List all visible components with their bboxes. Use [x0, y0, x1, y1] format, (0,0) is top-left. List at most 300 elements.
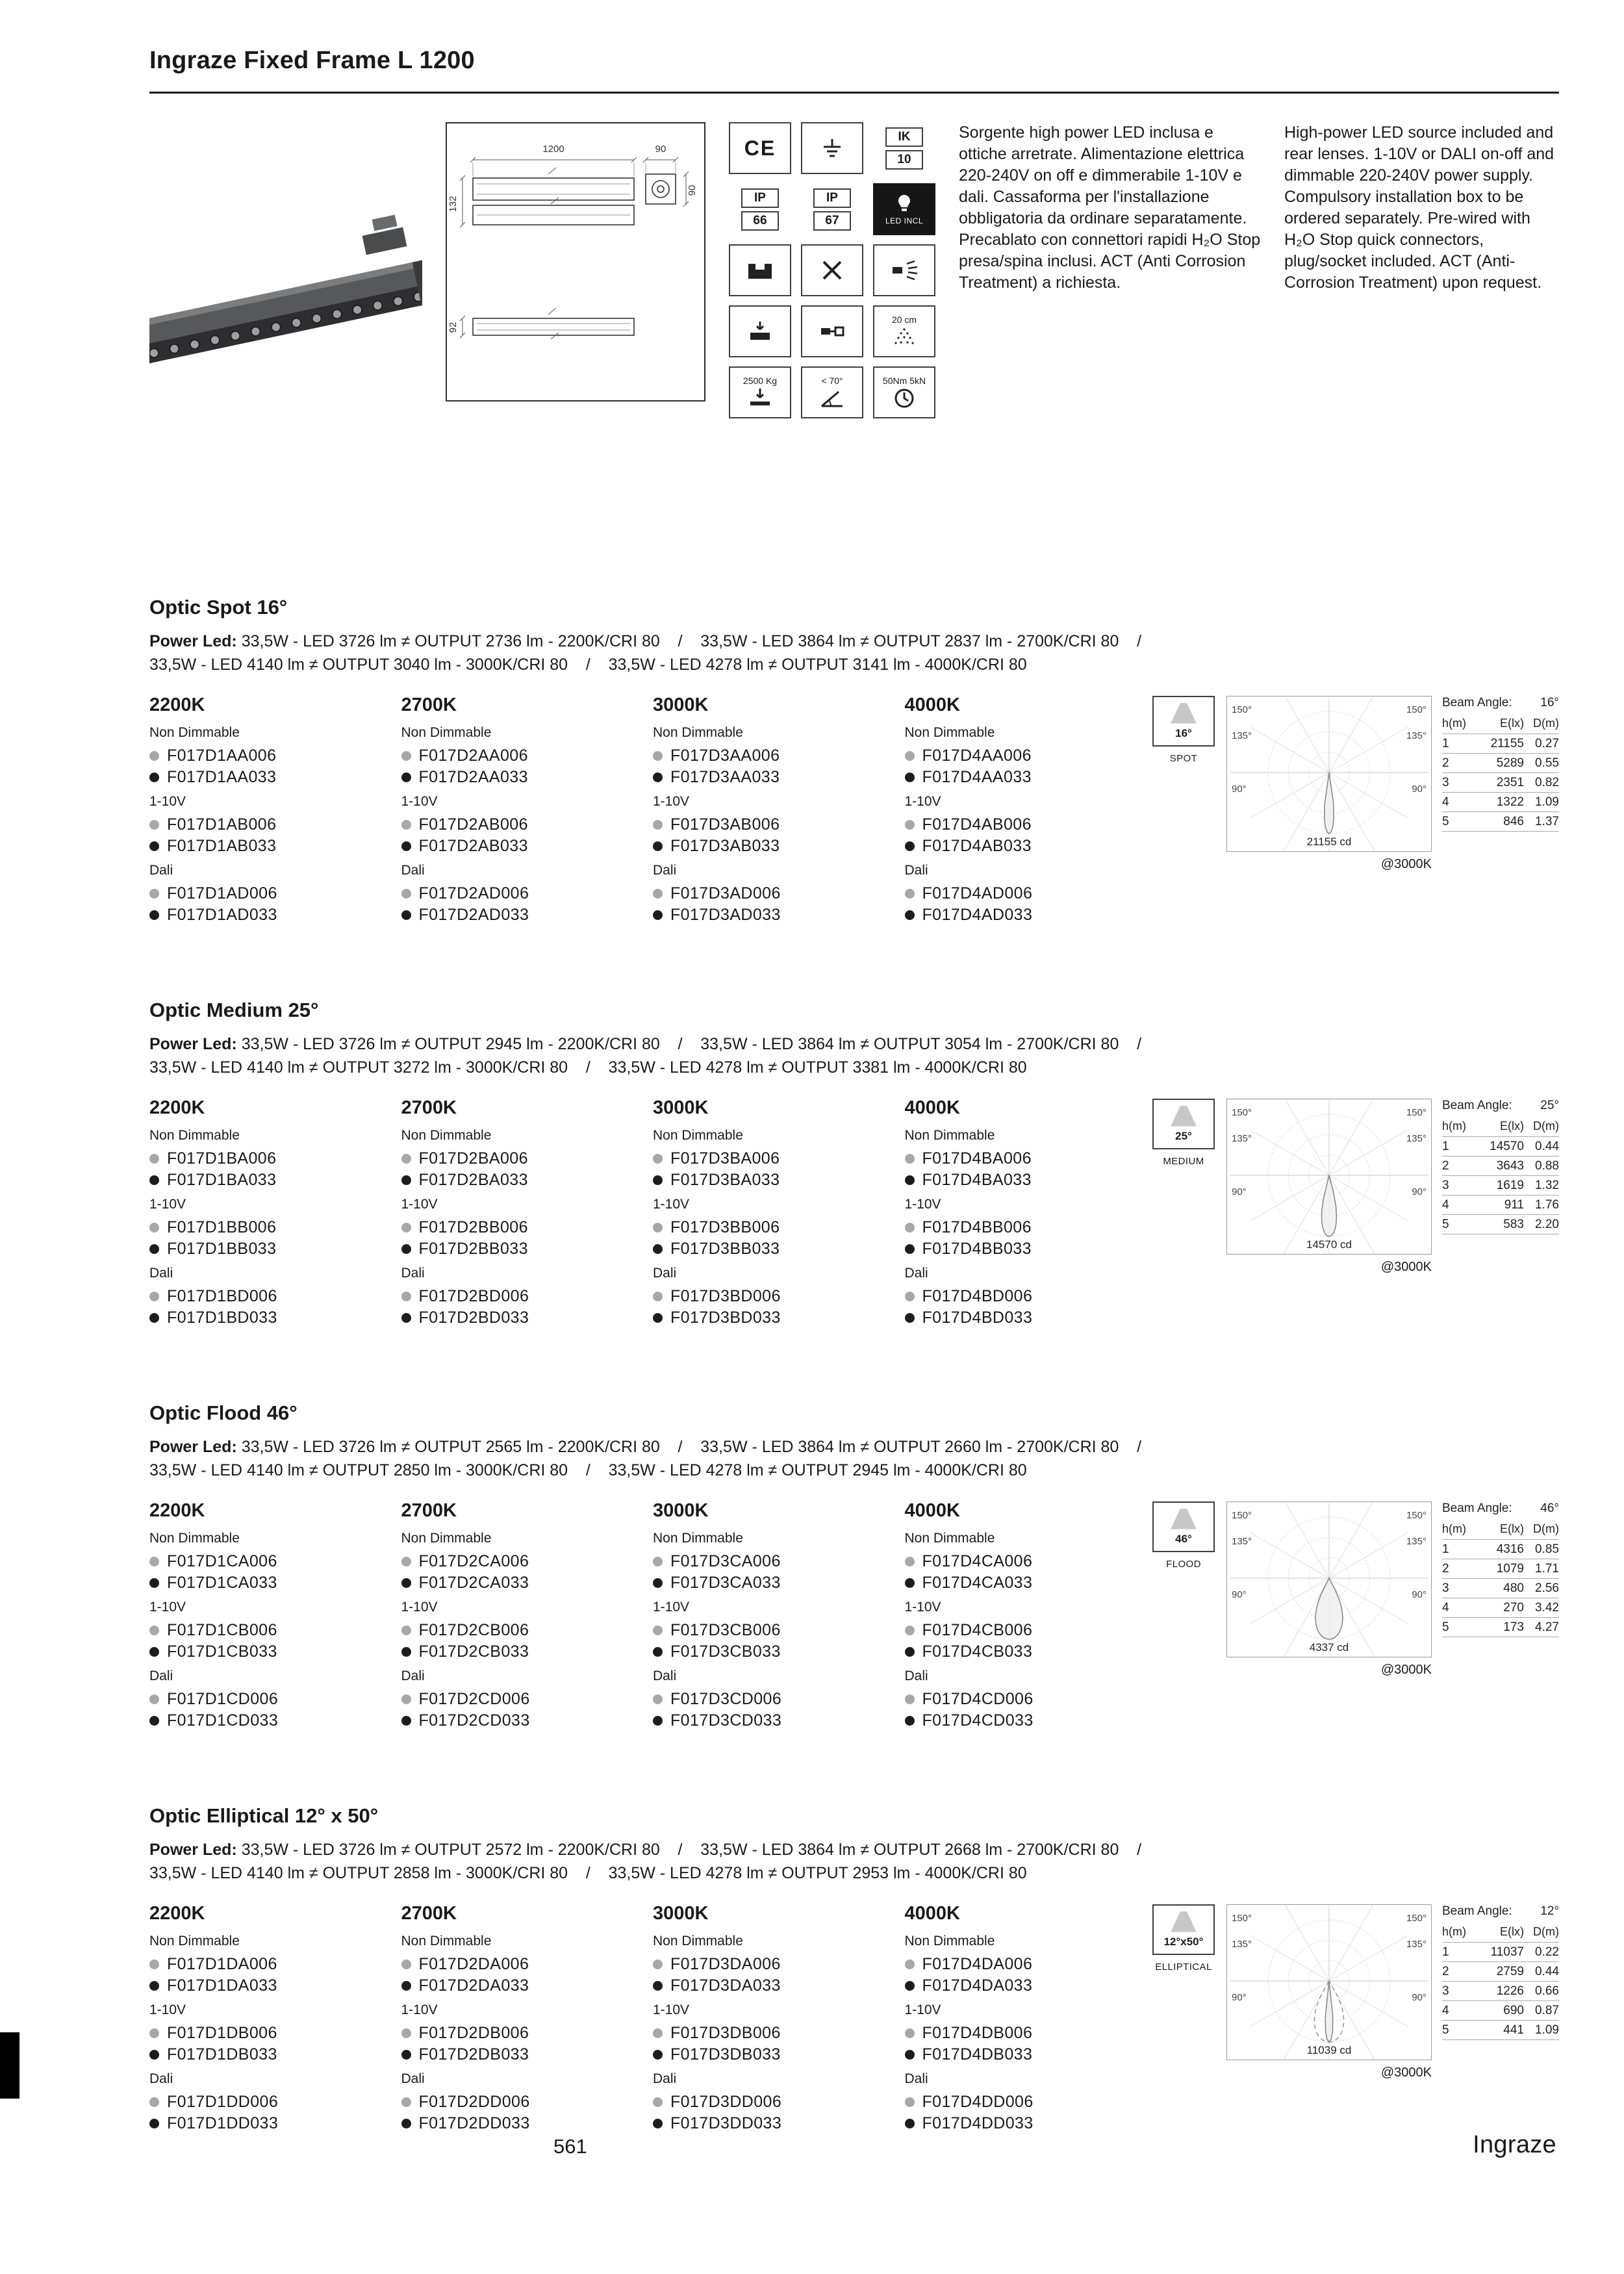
table-cell: 1.09 [1535, 795, 1559, 809]
led-included-icon [873, 183, 935, 235]
group-codes [401, 745, 641, 788]
temp-column [905, 1903, 1144, 2134]
product-code-row [149, 1975, 388, 1997]
product-code: F017D4CB006 [922, 1621, 1033, 1639]
finish-dot-icon [905, 2050, 915, 2060]
finish-dot-icon [401, 1154, 411, 1164]
product-code-row [905, 2023, 1144, 2044]
table-cell: 3 [1442, 776, 1449, 789]
product-code-row [905, 1954, 1144, 1975]
product-code: F017D4BD006 [922, 1287, 1033, 1305]
power-led-values-line1: 33,5W - LED 3726 lm ≠ OUTPUT 2565 lm - 2200K/CRI 80 / 33,5W - LED 3864 lm ≠ OUTPUT 2660 lm - 2700K/CRI 80 / [241, 1438, 1142, 1456]
group-codes [401, 1689, 641, 1731]
column-temp: 4000K [904, 1500, 960, 1521]
finish-dot-icon [653, 773, 663, 782]
group-codes [653, 1954, 892, 1997]
finish-dot-icon [149, 889, 159, 899]
column-groups [149, 1531, 388, 1731]
product-columns [149, 695, 1143, 926]
table-cell: 441 [1503, 2023, 1524, 2037]
product-code: F017D2AD033 [418, 906, 529, 924]
column-temp: 3000K [653, 695, 709, 715]
table-cell: 21155 [1490, 737, 1524, 750]
beam-angle-value: 16° [1540, 696, 1559, 709]
finish-dot-icon [653, 1694, 663, 1704]
candela-value: 11039 cd [1306, 2044, 1352, 2056]
group-codes [905, 814, 1144, 857]
driver-group [401, 1600, 641, 1663]
group-codes [653, 1148, 892, 1191]
product-code: F017D1DD033 [167, 2114, 279, 2132]
column-temp: 2200K [149, 695, 205, 715]
product-code: F017D3BD006 [670, 1287, 781, 1305]
polar-angle-label: 135° [1406, 1133, 1427, 1144]
certification-icons [729, 122, 935, 528]
finish-dot-icon [905, 1694, 915, 1704]
product-code: F017D2BA033 [418, 1171, 528, 1189]
page-title: Ingraze Fixed Frame L 1200 [149, 47, 475, 74]
product-code-row [401, 2113, 641, 2134]
finish-dot-icon [149, 2097, 159, 2107]
product-code: F017D4AD006 [922, 884, 1033, 902]
finish-dot-icon [905, 2119, 915, 2128]
table-cell: 1 [1442, 737, 1449, 750]
driver-label: 1-10V [653, 1197, 690, 1212]
product-code: F017D1AA006 [167, 747, 277, 765]
product-code-row [401, 1551, 641, 1572]
candela-value: 4337 cd [1309, 1641, 1349, 1654]
finish-dot-icon [401, 1313, 411, 1323]
optic-badge-wrap [1150, 696, 1217, 764]
group-codes [905, 1689, 1144, 1731]
product-code: F017D2DA006 [418, 1955, 529, 1973]
table-cell: 1.32 [1535, 1179, 1559, 1192]
finish-dot-icon [653, 1292, 663, 1301]
finish-dot-icon [149, 1292, 159, 1301]
product-code: F017D1AB033 [167, 837, 277, 855]
driver-label: Non Dimmable [653, 1934, 743, 1948]
polar-angle-label: 90° [1232, 784, 1247, 795]
finish-dot-icon [653, 1578, 663, 1588]
polar-angle-label: 135° [1406, 1939, 1427, 1950]
photometric-row [1442, 812, 1559, 832]
driver-group [653, 1266, 892, 1329]
photometric-row [1442, 754, 1559, 773]
product-code-row [905, 1572, 1144, 1594]
table-cell: 4 [1442, 2004, 1449, 2017]
finish-dot-icon [401, 1578, 411, 1588]
finish-dot-icon [401, 889, 411, 899]
column-temp: 2200K [149, 1097, 205, 1118]
finish-dot-icon [401, 2028, 411, 2038]
product-code-row [149, 1148, 388, 1169]
table-cell: 0.85 [1535, 1542, 1559, 1556]
product-code: F017D4BA006 [922, 1149, 1032, 1168]
section-title: Optic Medium 25° [149, 999, 319, 1021]
table-cell: 2351 [1496, 776, 1524, 789]
finish-dot-icon [653, 2050, 663, 2060]
finish-dot-icon [905, 751, 915, 761]
group-codes [653, 814, 892, 857]
optic-section [149, 1804, 1559, 2134]
polar-angle-label: 135° [1232, 1133, 1252, 1144]
table-cell: 2 [1442, 756, 1449, 770]
finish-dot-icon [905, 1175, 915, 1185]
finish-dot-icon [905, 1578, 915, 1588]
power-led-values-line2: 33,5W - LED 4140 lm ≠ OUTPUT 3040 lm - 3000K/CRI 80 / 33,5W - LED 4278 lm ≠ OUTPUT 3141 lm - 4000K/CRI 80 [149, 656, 1027, 674]
product-code: F017D2DA033 [418, 1976, 529, 1995]
polar-diagram [1226, 1501, 1432, 1657]
group-codes [401, 1148, 641, 1191]
product-code-row [149, 1286, 388, 1307]
group-codes [149, 1286, 388, 1329]
finish-dot-icon [905, 1716, 915, 1726]
table-cell: 5 [1442, 1218, 1449, 1231]
finish-dot-icon [149, 820, 159, 830]
group-codes [401, 1551, 641, 1594]
photometric-row [1442, 734, 1559, 754]
dimension-drawing [446, 122, 705, 402]
product-code: F017D4DB006 [922, 2024, 1033, 2042]
product-code-row [653, 1620, 892, 1641]
product-code-row [905, 1238, 1144, 1260]
polar-angle-label: 150° [1232, 1913, 1252, 1924]
polar-wrap [1226, 1501, 1432, 1678]
color-temp-note: @3000K [1380, 1663, 1432, 1677]
product-code-row [653, 1551, 892, 1572]
finish-dot-icon [653, 2119, 663, 2128]
driver-group [653, 1128, 892, 1191]
driver-group [905, 1197, 1144, 1260]
finish-dot-icon [149, 1313, 159, 1323]
table-cell: 0.82 [1535, 776, 1559, 789]
installation-box-icon [729, 305, 791, 357]
power-led-values-line1: 33,5W - LED 3726 lm ≠ OUTPUT 2572 lm - 2200K/CRI 80 / 33,5W - LED 3864 lm ≠ OUTPUT 2668 lm - 2700K/CRI 80 / [241, 1841, 1142, 1859]
optic-angle-label: 16° [1175, 726, 1192, 739]
static-load-icon [729, 366, 791, 418]
finish-dot-icon [149, 1626, 159, 1635]
product-code: F017D4AA033 [922, 768, 1032, 786]
table-cell: 0.88 [1535, 1159, 1559, 1173]
table-cell: 0.22 [1535, 1945, 1559, 1959]
finish-dot-icon [401, 1981, 411, 1991]
group-codes [905, 2091, 1144, 2134]
table-cell: 4 [1442, 795, 1449, 809]
table-cell: 1079 [1496, 1562, 1524, 1576]
driver-label: 1-10V [904, 1197, 941, 1212]
table-cell: 4.27 [1535, 1620, 1559, 1634]
ip66-rating-icon-top: IP [741, 188, 779, 208]
driver-label: Non Dimmable [653, 1128, 743, 1143]
product-code: F017D2DD006 [418, 2093, 530, 2111]
column-groups [905, 725, 1144, 926]
photometric-table [1442, 1501, 1559, 1637]
column-temp: 3000K [653, 1903, 709, 1924]
product-code-row [149, 1620, 388, 1641]
column-groups [905, 1531, 1144, 1731]
driver-label: Dali [401, 2071, 425, 2086]
product-code-row [653, 2091, 892, 2113]
driver-label: 1-10V [149, 794, 186, 809]
product-code: F017D4BB006 [922, 1218, 1032, 1236]
dim-width-top: 90 [655, 144, 666, 155]
ik10-rating-icon-top: IK [885, 127, 923, 147]
product-code-row [149, 814, 388, 836]
driver-group [149, 1668, 388, 1731]
description-italian: Sorgente high power LED inclusa e ottiche arretrate. Alimentazione elettrica 220-240V on off e dimmerabile 1-10V e dali. Cassaforma per l'installazione obbligatoria da ordinare separatamente. Precablato con connettori rapidi H₂O Stop presa/spina inclusi. ACT (Anti Corrosion Treatment) a richiesta. [959, 123, 1261, 292]
finish-dot-icon [905, 910, 915, 920]
driver-group [149, 725, 388, 788]
static-load-icon-caption: 2500 Kg [742, 375, 778, 386]
beam-angle-label: Beam Angle: [1442, 1099, 1512, 1112]
page-content [149, 47, 1559, 2134]
group-codes [905, 1217, 1144, 1260]
product-code-row [653, 745, 892, 767]
driver-label: Non Dimmable [149, 1531, 240, 1546]
product-code-row [905, 1641, 1144, 1663]
finish-dot-icon [149, 2050, 159, 2060]
product-code-row [401, 1238, 641, 1260]
table-cell: 1226 [1496, 1984, 1524, 1998]
product-code-row [149, 836, 388, 857]
product-code: F017D2AD006 [418, 884, 529, 902]
polar-angle-label: 135° [1232, 1536, 1252, 1547]
group-codes [401, 1620, 641, 1663]
photometry-panel [1143, 1501, 1559, 1731]
power-led-line2 [149, 654, 1559, 675]
driver-group [401, 1128, 641, 1191]
polar-angle-label: 90° [1412, 1186, 1427, 1197]
driver-group [401, 1197, 641, 1260]
product-code: F017D1CB006 [167, 1621, 277, 1639]
column-groups [653, 1531, 892, 1731]
power-led-values-line2: 33,5W - LED 4140 lm ≠ OUTPUT 3272 lm - 3000K/CRI 80 / 33,5W - LED 4278 lm ≠ OUTPUT 3381 lm - 4000K/CRI 80 [149, 1058, 1027, 1077]
table-headers [1442, 1119, 1559, 1137]
product-code-row [401, 2044, 641, 2065]
candela-value: 21155 cd [1306, 836, 1352, 848]
driver-group [401, 2002, 641, 2065]
column-temp: 2700K [401, 1903, 457, 1924]
finish-dot-icon [905, 1223, 915, 1233]
finish-dot-icon [653, 889, 663, 899]
polar-angle-label: 135° [1406, 730, 1427, 741]
product-code: F017D4DD006 [922, 2093, 1034, 2111]
temp-column [905, 695, 1144, 926]
optic-badge [1152, 696, 1215, 747]
product-code: F017D1BB006 [167, 1218, 277, 1236]
temp-column [149, 1097, 388, 1329]
product-code: F017D1AD033 [167, 906, 277, 924]
product-code-row [149, 904, 388, 926]
table-cell: 11037 [1490, 1945, 1524, 1959]
product-code-row [149, 1689, 388, 1710]
product-code-row [149, 1954, 388, 1975]
section-title: Optic Flood 46° [149, 1401, 298, 1424]
product-code-row [653, 1307, 892, 1329]
table-cell: 911 [1504, 1198, 1524, 1212]
product-code-row [149, 1572, 388, 1594]
driver-group [149, 1197, 388, 1260]
finish-dot-icon [401, 2050, 411, 2060]
product-code-row [653, 2113, 892, 2134]
section-body [149, 695, 1559, 926]
product-code-row [653, 2044, 892, 2065]
product-illustration-svg [149, 122, 422, 486]
finish-dot-icon [653, 1647, 663, 1657]
dim-depth-left: 92 [448, 322, 459, 333]
driver-group [905, 1266, 1144, 1329]
column-groups [401, 1531, 641, 1731]
driver-group [401, 725, 641, 788]
product-code: F017D2AB033 [418, 837, 528, 855]
photometric-row [1442, 1215, 1559, 1234]
product-code: F017D3AD033 [670, 906, 781, 924]
finish-dot-icon [401, 1716, 411, 1726]
quick-connector-icon [801, 305, 863, 357]
table-cell: 2.56 [1535, 1581, 1559, 1595]
product-code: F017D3BB006 [670, 1218, 780, 1236]
driver-label: Dali [149, 1266, 173, 1281]
group-codes [905, 883, 1144, 926]
photometry-panel [1143, 1099, 1559, 1329]
driver-label: 1-10V [401, 1197, 438, 1212]
polar-angle-label: 150° [1232, 1107, 1252, 1118]
group-codes [149, 1620, 388, 1663]
product-code: F017D3CB033 [670, 1642, 781, 1661]
torque-icon-glyph [890, 387, 919, 409]
product-code-row [905, 767, 1144, 788]
section-body [149, 1903, 1559, 2134]
table-rows [1442, 1943, 1559, 2040]
finish-dot-icon [653, 1557, 663, 1566]
optic-badge [1152, 1904, 1215, 1955]
driver-group [401, 1934, 641, 1997]
finish-dot-icon [653, 2097, 663, 2107]
product-code: F017D4AB033 [922, 837, 1032, 855]
product-columns [149, 1903, 1143, 2134]
group-codes [401, 1286, 641, 1329]
beam-angle-row [1442, 1099, 1559, 1113]
optic-section [149, 999, 1559, 1329]
driver-label: Non Dimmable [401, 1934, 492, 1948]
group-codes [653, 2091, 892, 2134]
product-code: F017D2AA033 [418, 768, 528, 786]
group-codes [653, 1286, 892, 1329]
group-codes [905, 1954, 1144, 1997]
table-cell: 4 [1442, 1601, 1449, 1615]
driver-group [149, 1128, 388, 1191]
finish-dot-icon [653, 820, 663, 830]
power-led-values-line1: 33,5W - LED 3726 lm ≠ OUTPUT 2736 lm - 2200K/CRI 80 / 33,5W - LED 3864 lm ≠ OUTPUT 2837 lm - 2700K/CRI 80 / [241, 632, 1142, 650]
temp-column [149, 1500, 388, 1731]
beam-angle-value: 46° [1540, 1501, 1559, 1515]
column-temp: 2700K [401, 695, 457, 715]
driver-label: 1-10V [904, 2002, 941, 2017]
product-code: F017D3AB033 [670, 837, 780, 855]
finish-dot-icon [149, 773, 159, 782]
finish-dot-icon [149, 1578, 159, 1588]
power-led-line1 [149, 1839, 1559, 1860]
table-cell: 0.55 [1535, 756, 1559, 770]
optic-angle-label: 12°x50° [1163, 1935, 1204, 1948]
product-code: F017D4AA006 [922, 747, 1032, 765]
product-code-row [149, 2023, 388, 2044]
table-cell: 4316 [1496, 1542, 1524, 1556]
photometric-row [1442, 1156, 1559, 1176]
table-cell: 1.71 [1535, 1562, 1559, 1576]
driver-label: Non Dimmable [401, 1128, 492, 1143]
column-temp: 3000K [653, 1097, 709, 1118]
table-cell: 2 [1442, 1965, 1449, 1978]
polar-angle-label: 150° [1232, 704, 1252, 715]
polar-diagram [1226, 1099, 1432, 1255]
product-code-row [401, 2023, 641, 2044]
product-code-row [653, 1954, 892, 1975]
finish-dot-icon [149, 1154, 159, 1164]
beam-angle-row [1442, 696, 1559, 710]
product-code: F017D4BB033 [922, 1240, 1032, 1258]
table-cell: 0.44 [1535, 1965, 1559, 1978]
product-code-row [653, 1975, 892, 1997]
wall-glow-icon-glyph [890, 259, 919, 281]
table-rows [1442, 1137, 1559, 1234]
title-rule [149, 92, 1559, 94]
table-cell: 3.42 [1535, 1601, 1559, 1615]
product-code-row [905, 1551, 1144, 1572]
product-code: F017D2DD033 [418, 2114, 530, 2132]
product-code: F017D3DD006 [670, 2093, 782, 2111]
table-cell: 0.44 [1535, 1140, 1559, 1153]
group-codes [401, 2023, 641, 2065]
driver-label: Non Dimmable [401, 725, 492, 740]
torque-icon [873, 366, 935, 418]
table-header-cell: E(lx) [1500, 1925, 1524, 1938]
product-code: F017D3DA033 [670, 1976, 781, 1995]
finish-dot-icon [905, 1981, 915, 1991]
product-code: F017D4AB006 [922, 815, 1032, 834]
table-header-cell: E(lx) [1500, 1522, 1524, 1535]
product-code: F017D3BD033 [670, 1309, 781, 1327]
column-groups [653, 1128, 892, 1329]
driver-group [149, 1934, 388, 1997]
product-code: F017D2BD033 [418, 1309, 529, 1327]
driver-label: Dali [653, 1668, 677, 1683]
driver-label: Non Dimmable [149, 725, 240, 740]
photometric-row [1442, 2021, 1559, 2040]
finish-dot-icon [401, 2097, 411, 2107]
group-codes [401, 1954, 641, 1997]
driver-label: Non Dimmable [904, 1531, 995, 1546]
driver-label: 1-10V [401, 2002, 438, 2017]
color-temp-note: @3000K [1380, 1260, 1432, 1274]
optic-sections [149, 596, 1559, 2134]
driver-group [653, 1600, 892, 1663]
product-code-row [653, 1217, 892, 1238]
table-cell: 5 [1442, 2023, 1449, 2037]
photometry-panel [1143, 696, 1559, 926]
product-code-row [401, 1572, 641, 1594]
product-code: F017D1AA033 [167, 768, 277, 786]
product-code: F017D3DB006 [670, 2024, 781, 2042]
finish-dot-icon [653, 1223, 663, 1233]
ce-mark-icon-text: CE [744, 136, 776, 160]
table-header-cell: D(m) [1533, 717, 1559, 730]
driver-group [905, 2071, 1144, 2134]
finish-dot-icon [653, 1175, 663, 1185]
min-distance-icon-caption: 20 cm [891, 314, 917, 325]
driver-group [905, 1934, 1144, 1997]
driver-label: 1-10V [653, 1600, 690, 1615]
